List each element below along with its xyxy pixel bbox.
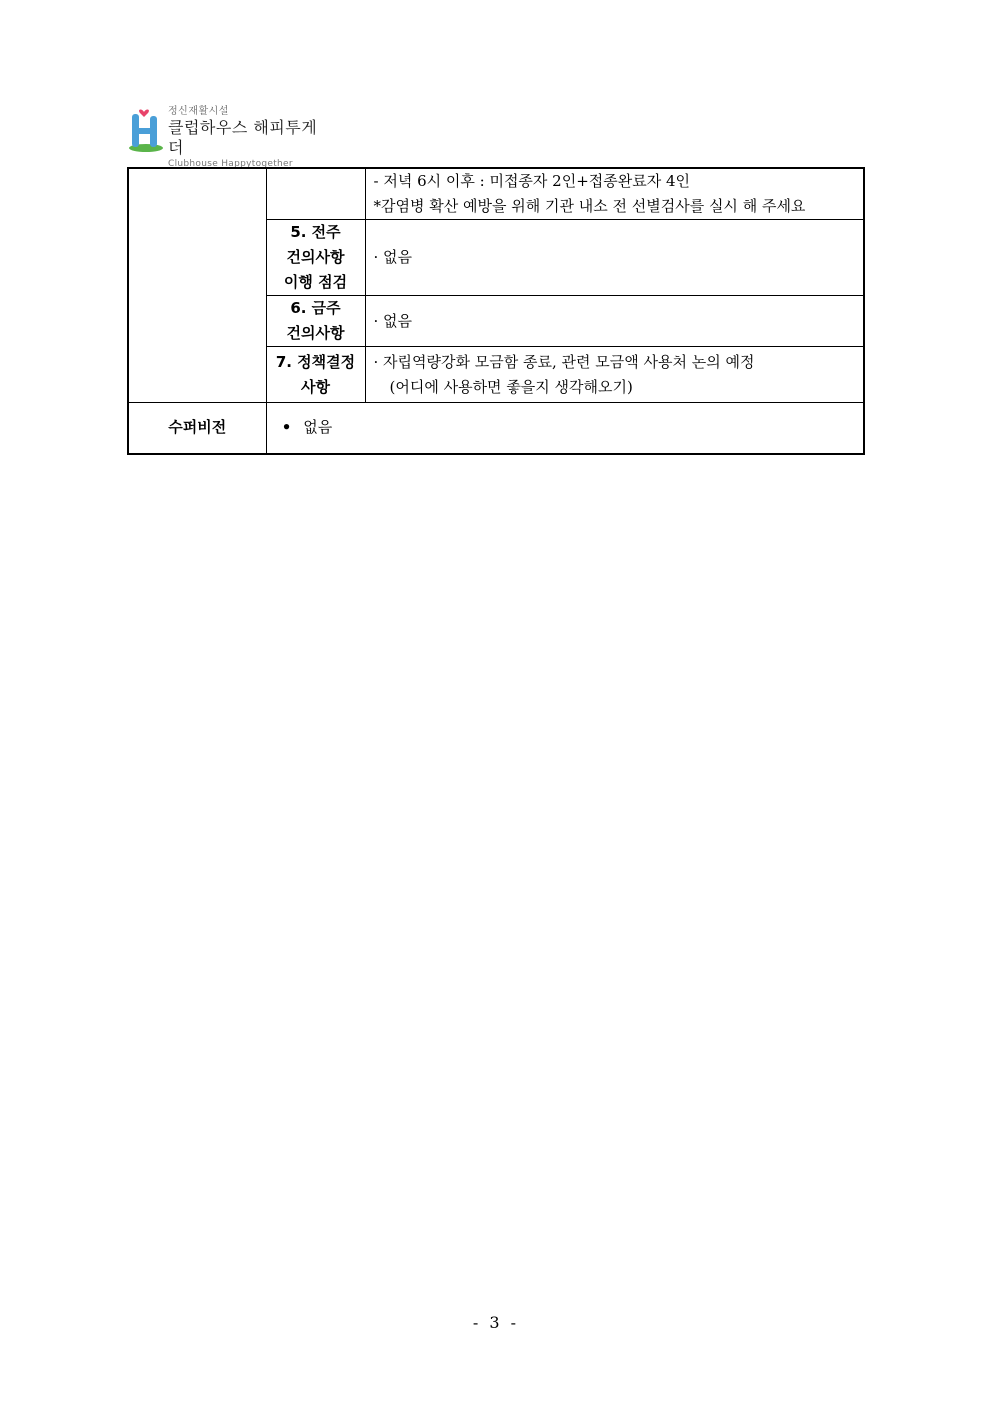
content-line: · 자립역량강화 모금함 종료, 관련 모금액 사용처 논의 예정 [373,352,755,371]
org-type-label: 정신재활시설 [168,106,229,117]
item-content-cell [365,168,864,220]
clubhouse-logo-icon [128,104,164,154]
content-line: (어디에 사용하면 좋을지 생각해오기) [389,377,633,396]
item-label-cell [266,168,365,220]
section-label-cell [128,168,266,403]
item-content-cell: · 없음 [365,220,864,296]
org-logo [128,104,328,169]
org-name-english: Clubhouse Happytogether [168,159,293,169]
item-label-previous-suggestions: 5. 전주 건의사항 이행 점검 [266,220,365,296]
supervision-content: 없음 [303,418,333,437]
item-label-policy-decision: 7. 정책결정 사항 [266,347,365,403]
supervision-label: 수퍼비전 [128,403,266,454]
supervision-content-cell [266,403,864,454]
content-line: *감염병 확산 예방을 위해 기관 내소 전 선별검사를 실시 해 주세요 [373,197,806,215]
content-line: - 저녁 6시 이후 : 미접종자 2인+접종완료자 4인 [373,172,691,190]
page-number: - 3 - [472,1313,520,1332]
minutes-table [127,167,865,455]
bullet-icon: • [281,418,292,437]
item-content-cell: · 없음 [365,296,864,347]
item-content-cell [365,347,864,403]
table-row [128,168,864,220]
table-row [128,403,864,454]
item-label-current-suggestions: 6. 금주 건의사항 [266,296,365,347]
org-name: 클럽하우스 해피투게더 [168,118,318,157]
